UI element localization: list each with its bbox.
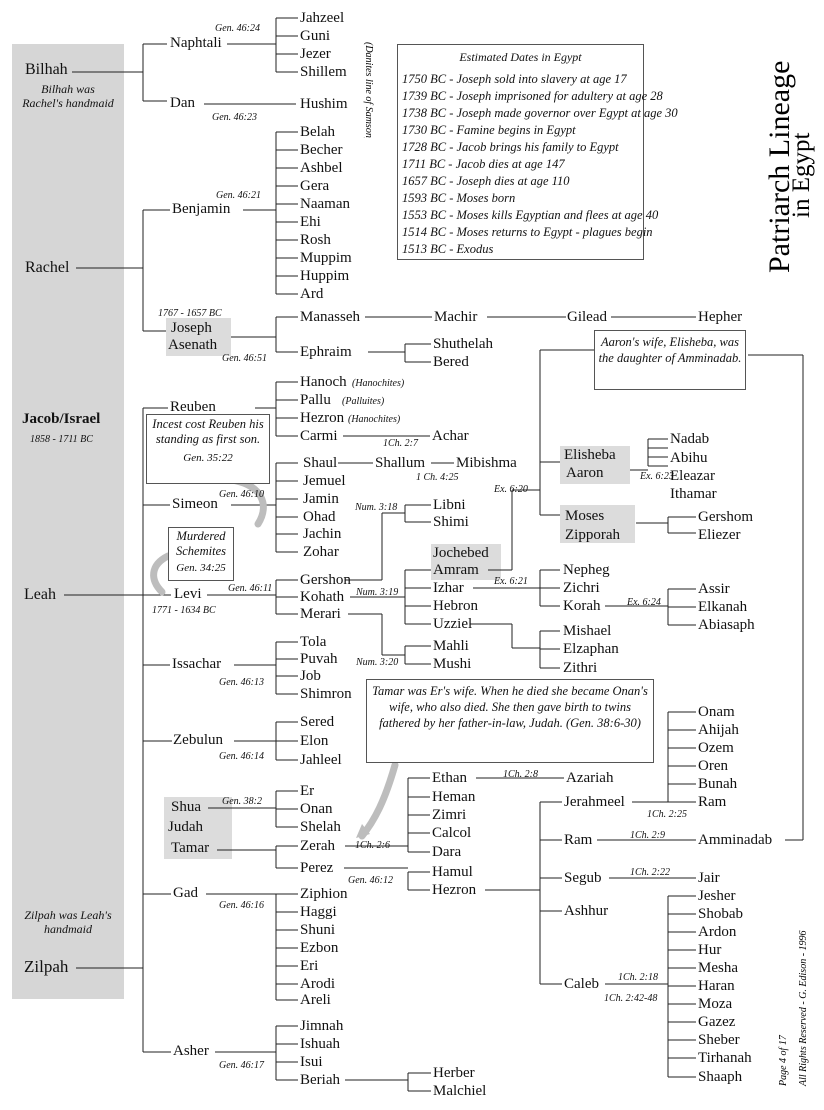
jacob-dates: 1858 - 1711 BC — [30, 434, 93, 445]
date-line: 1711 BC - Jacob dies at age 147 — [402, 157, 565, 171]
person-moses: Moses — [565, 508, 605, 524]
person-gera: Gera — [300, 178, 330, 194]
date-line: 1739 BC - Joseph imprisoned for adultery at age 28 — [402, 89, 663, 103]
danites-text: (Danites line of Samson) — [363, 42, 374, 138]
date-line: 1553 BC - Moses kills Egyptian and flees at age 40 — [402, 208, 659, 222]
person-amminadab: Amminadab — [698, 832, 773, 848]
incest-note: Incest cost Reuben his standing as first son. — [152, 417, 264, 446]
incest-ref: Gen. 35:22 — [183, 452, 233, 464]
person-eliezer: Eliezer — [698, 527, 741, 543]
person-gershon: Gershon — [300, 572, 351, 588]
person-kohath: Kohath — [300, 589, 345, 605]
person-benjamin: Benjamin — [172, 201, 231, 217]
person-elkanah: Elkanah — [698, 599, 748, 615]
title-line2: in Egypt — [788, 132, 815, 218]
person-mibishma: Mibishma — [456, 455, 517, 471]
ref-ram: 1Ch. 2:9 — [630, 830, 665, 841]
person-caleb: Caleb — [564, 976, 599, 992]
person-eleazar: Eleazar — [670, 468, 715, 484]
person-jochebed: Jochebed — [433, 545, 489, 561]
person-reuben: Reuben — [170, 399, 216, 415]
person-ardon: Ardon — [698, 924, 737, 940]
person-shelah: Shelah — [300, 819, 341, 835]
person-machir: Machir — [434, 309, 478, 325]
person-abihu: Abihu — [670, 450, 708, 466]
person-jesher: Jesher — [698, 888, 736, 904]
person-zimri: Zimri — [432, 807, 467, 823]
ref-amram: Ex. 6:20 — [494, 484, 528, 495]
tamar-note-box — [366, 679, 654, 763]
person-herber: Herber — [433, 1065, 475, 1081]
hanochites-note: (Hanochites) — [352, 378, 405, 389]
person-achar: Achar — [432, 428, 469, 444]
aaron-wife-note-box — [594, 330, 746, 390]
person-perez: Perez — [300, 860, 334, 876]
person-ephraim: Ephraim — [300, 344, 352, 360]
incest-note-box — [146, 414, 270, 484]
person-levi: Levi — [174, 586, 202, 602]
person-issachar: Issachar — [172, 656, 222, 672]
person-amram: Amram — [433, 562, 479, 578]
ref-carmi: 1Ch. 2:7 — [383, 438, 418, 449]
person-nepheg: Nepheg — [563, 562, 610, 578]
person-becher: Becher — [300, 142, 343, 158]
tamar-note: Tamar was Er's wife. When he died she became Onan's wife, who also died. She then gave birth to twins fathered by her father-in-law, Judah. (Gen. 38:6-30) — [372, 684, 648, 730]
ref-caleb1: 1Ch. 2:18 — [618, 972, 658, 983]
person-carmi: Carmi — [300, 428, 338, 444]
person-shillem: Shillem — [300, 64, 347, 80]
person-zithri: Zithri — [563, 660, 598, 676]
person-jamin: Jamin — [303, 491, 339, 507]
person-jahleel: Jahleel — [300, 752, 342, 768]
ref-benjamin: Gen. 46:21 — [216, 190, 261, 201]
person-isui: Isui — [300, 1054, 323, 1070]
person-job: Job — [300, 668, 321, 684]
person-zerah: Zerah — [300, 838, 335, 854]
person-jachin: Jachin — [303, 526, 342, 542]
person-ozem: Ozem — [698, 740, 734, 756]
person-asenath: Asenath — [168, 337, 218, 353]
person-gazez: Gazez — [698, 1014, 736, 1030]
person-ezbon: Ezbon — [300, 940, 339, 956]
ref-shallum: 1 Ch. 4:25 — [416, 472, 459, 483]
person-ishuah: Ishuah — [300, 1036, 340, 1052]
person-elzaphan: Elzaphan — [563, 641, 619, 657]
chart-title — [755, 18, 815, 278]
ref-naphtali: Gen. 46:24 — [215, 23, 260, 34]
page-number: Page 4 of 17 — [778, 1035, 789, 1086]
ref-mahli: Num. 3:20 — [356, 657, 399, 668]
person-elisheba: Elisheba — [564, 447, 616, 463]
person-ahijah: Ahijah — [698, 722, 739, 738]
person-gad: Gad — [173, 885, 198, 901]
person-joseph: Joseph — [171, 320, 212, 336]
person-manasseh: Manasseh — [300, 309, 360, 325]
ref-izhar: Ex. 6:21 — [494, 576, 528, 587]
person-gershom: Gershom — [698, 509, 753, 525]
person-bilhah: Bilhah — [25, 61, 68, 78]
person-ashhur: Ashhur — [564, 903, 609, 919]
person-ithamar: Ithamar — [670, 486, 717, 502]
murder-note: Murdered Schemites — [176, 529, 226, 558]
person-shallum: Shallum — [375, 455, 426, 471]
person-malchiel: Malchiel — [433, 1083, 487, 1099]
person-moza: Moza — [698, 996, 733, 1012]
ref-joseph: Gen. 46:51 — [222, 353, 267, 364]
person-naaman: Naaman — [300, 196, 350, 212]
person-hanoch: Hanoch — [300, 374, 347, 390]
person-jahzeel: Jahzeel — [300, 10, 345, 26]
person-oren: Oren — [698, 758, 728, 774]
dates-heading: Estimated Dates in Egypt — [459, 50, 582, 64]
murder-ref: Gen. 34:25 — [176, 562, 226, 574]
date-line: 1593 BC - Moses born — [402, 191, 516, 205]
person-rachel: Rachel — [25, 259, 70, 276]
hanochites-note-2: (Hanochites) — [348, 414, 401, 425]
murder-note-box — [168, 527, 234, 581]
person-judah: Judah — [168, 819, 203, 835]
ref-issachar: Gen. 46:13 — [219, 677, 264, 688]
person-jemuel: Jemuel — [303, 473, 346, 489]
person-puvah: Puvah — [300, 651, 338, 667]
person-izhar: Izhar — [433, 580, 464, 596]
person-libni: Libni — [433, 497, 466, 513]
person-tamar: Tamar — [171, 840, 210, 856]
person-nadab: Nadab — [670, 431, 710, 447]
date-line: 1513 BC - Exodus — [402, 242, 494, 256]
bilhah-note: Bilhah was Rachel's handmaid — [22, 82, 114, 110]
person-dara: Dara — [432, 844, 462, 860]
person-simeon: Simeon — [172, 496, 218, 512]
ref-ethan: 1Ch. 2:8 — [503, 769, 538, 780]
person-ethan: Ethan — [432, 770, 467, 786]
person-sered: Sered — [300, 714, 335, 730]
person-ohad: Ohad — [303, 509, 336, 525]
person-hezron_j: Hezron — [432, 882, 477, 898]
person-korah: Korah — [563, 598, 601, 614]
date-line: 1738 BC - Joseph made governor over Egypt at age 30 — [402, 106, 678, 120]
person-dan: Dan — [170, 95, 195, 111]
date-line: 1657 BC - Joseph dies at age 110 — [402, 174, 570, 188]
person-ehi: Ehi — [300, 214, 321, 230]
ref-libni: Num. 3:18 — [355, 502, 398, 513]
copyright: All Rights Reserved - G. Edison - 1996 — [798, 930, 809, 1086]
person-belah: Belah — [300, 124, 335, 140]
person-rosh: Rosh — [300, 232, 331, 248]
ref-gad: Gen. 46:16 — [219, 900, 264, 911]
ref-levi: Gen. 46:11 — [228, 583, 273, 594]
ref-aaron: Ex. 6:23 — [640, 471, 674, 482]
person-jacob: Jacob/Israel — [22, 411, 101, 427]
person-bered: Bered — [433, 354, 469, 370]
person-jezer: Jezer — [300, 46, 331, 62]
person-heman: Heman — [432, 789, 476, 805]
person-hamul: Hamul — [432, 864, 473, 880]
person-bunah: Bunah — [698, 776, 738, 792]
person-tirhanah: Tirhanah — [698, 1050, 752, 1066]
person-naphtali: Naphtali — [170, 35, 222, 51]
person-assir: Assir — [698, 581, 730, 597]
person-jerahmeel: Jerahmeel — [564, 794, 625, 810]
ref-simeon: Gen. 46:10 — [219, 489, 264, 500]
person-shobab: Shobab — [698, 906, 743, 922]
ref-jerahmeel: 1Ch. 2:25 — [647, 809, 687, 820]
ref-asher: Gen. 46:17 — [219, 1060, 264, 1071]
ref-judah: Gen. 38:2 — [222, 796, 262, 807]
date-line: 1730 BC - Famine begins in Egypt — [402, 123, 576, 137]
person-uzziel: Uzziel — [433, 616, 473, 632]
person-ziphion: Ziphion — [300, 886, 348, 902]
ref-segub: 1Ch. 2:22 — [630, 867, 670, 878]
person-areli: Areli — [300, 992, 331, 1008]
ref-korah: Ex. 6:24 — [627, 597, 661, 608]
person-mesha: Mesha — [698, 960, 738, 976]
levi-dates: 1771 - 1634 BC — [152, 605, 216, 616]
person-jair: Jair — [698, 870, 720, 886]
person-aaron: Aaron — [566, 465, 604, 481]
person-zipporah: Zipporah — [565, 527, 620, 543]
person-mahli: Mahli — [433, 638, 469, 654]
palluites-note: (Palluites) — [342, 396, 385, 407]
person-hur: Hur — [698, 942, 722, 958]
person-eri: Eri — [300, 958, 319, 974]
person-segub: Segub — [564, 870, 602, 886]
person-shua: Shua — [171, 799, 201, 815]
person-calcol: Calcol — [432, 825, 472, 841]
person-ram: Ram — [564, 832, 593, 848]
zilpah-note: Zilpah was Leah's handmaid — [24, 908, 112, 936]
person-mishael: Mishael — [563, 623, 612, 639]
person-huppim: Huppim — [300, 268, 350, 284]
person-sheber: Sheber — [698, 1032, 740, 1048]
person-er: Er — [300, 783, 315, 799]
ref-perez: Gen. 46:12 — [348, 875, 393, 886]
person-jimnah: Jimnah — [300, 1018, 344, 1034]
person-abiasaph: Abiasaph — [698, 617, 755, 633]
person-azariah: Azariah — [566, 770, 614, 786]
person-arodi: Arodi — [300, 976, 335, 992]
person-zohar: Zohar — [303, 544, 339, 560]
person-gilead: Gilead — [567, 309, 607, 325]
date-line: 1514 BC - Moses returns to Egypt - plagues begin — [402, 225, 653, 239]
ref-zerah: 1Ch. 2:6 — [355, 840, 390, 851]
person-shuthelah: Shuthelah — [433, 336, 493, 352]
person-onan: Onan — [300, 801, 333, 817]
person-tola: Tola — [300, 634, 327, 650]
person-haggi: Haggi — [300, 904, 337, 920]
person-hepher: Hepher — [698, 309, 743, 325]
person-zichri: Zichri — [563, 580, 600, 596]
person-zilpah: Zilpah — [24, 957, 69, 976]
person-shimron: Shimron — [300, 686, 352, 702]
footer — [772, 870, 817, 1090]
joseph-dates: 1767 - 1657 BC — [158, 308, 222, 319]
person-guni: Guni — [300, 28, 330, 44]
person-ashbel: Ashbel — [300, 160, 343, 176]
title-line1: Patriarch Lineage — [763, 60, 796, 273]
person-beriah: Beriah — [300, 1072, 340, 1088]
person-muppim: Muppim — [300, 250, 352, 266]
person-ram2: Ram — [698, 794, 727, 810]
date-line: 1750 BC - Joseph sold into slavery at age 17 — [402, 72, 627, 86]
ref-dan: Gen. 46:23 — [212, 112, 257, 123]
person-asher: Asher — [173, 1043, 209, 1059]
danites-note — [356, 38, 384, 138]
person-elon: Elon — [300, 733, 329, 749]
person-hebron: Hebron — [433, 598, 478, 614]
date-line: 1728 BC - Jacob brings his family to Egypt — [402, 140, 619, 154]
person-ard: Ard — [300, 286, 324, 302]
person-hezron_r: Hezron — [300, 410, 345, 426]
estimated-dates-box — [397, 44, 678, 260]
person-haran: Haran — [698, 978, 735, 994]
ref-zebulun: Gen. 46:14 — [219, 751, 264, 762]
aaron-wife-note: Aaron's wife, Elisheba, was the daughter of Amminadab. — [598, 335, 742, 365]
person-shimi: Shimi — [433, 514, 469, 530]
person-shuni: Shuni — [300, 922, 336, 938]
ref-kohath: Num. 3:19 — [356, 587, 399, 598]
person-leah: Leah — [24, 586, 56, 603]
ref-caleb2: 1Ch. 2:42-48 — [604, 993, 658, 1004]
person-shaul: Shaul — [303, 455, 338, 471]
person-zebulun: Zebulun — [173, 732, 223, 748]
person-pallu: Pallu — [300, 392, 331, 408]
person-hushim: Hushim — [300, 96, 348, 112]
person-onam: Onam — [698, 704, 735, 720]
person-shaaph: Shaaph — [698, 1069, 743, 1085]
person-mushi: Mushi — [433, 656, 472, 672]
person-merari: Merari — [300, 606, 341, 622]
